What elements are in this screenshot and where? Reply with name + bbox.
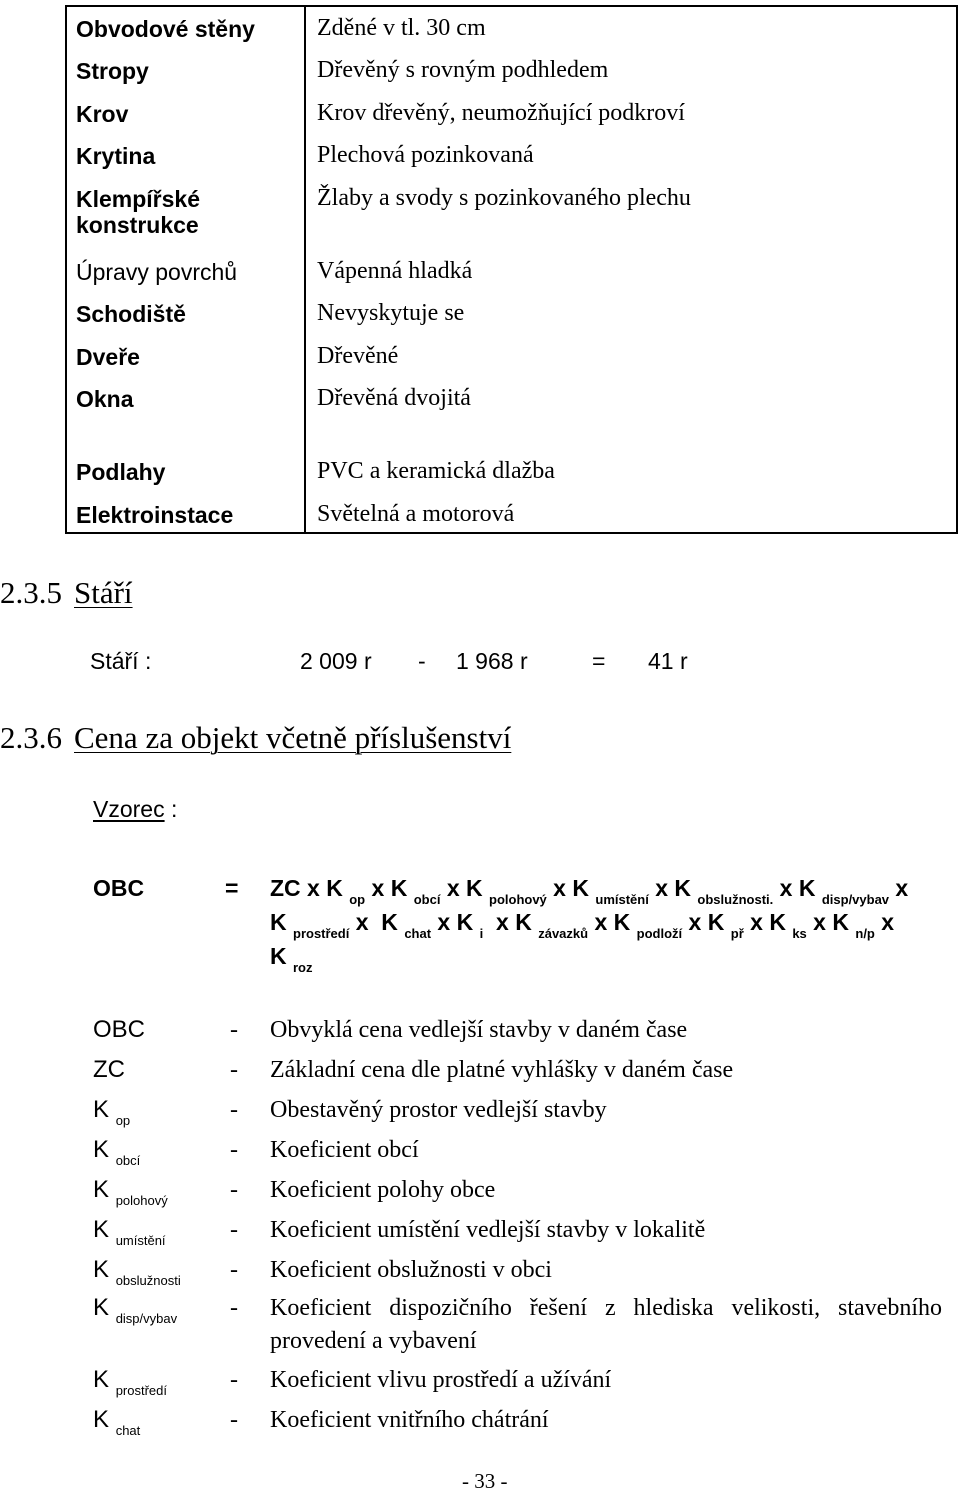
legend-symbol: K $_{obcí}$ [93, 1136, 141, 1168]
legend-dash: - [230, 1057, 238, 1083]
row-value-okna: Dřevěná dvojitá [317, 385, 471, 411]
legend-dash: - [230, 1257, 238, 1283]
legend-description: Koeficient obcí [270, 1137, 419, 1163]
formula-subscript: podloží [636, 926, 683, 941]
row-value-krytina: Plechová pozinkovaná [317, 142, 534, 168]
row-value-elektroinstace: Světelná a motorová [317, 501, 515, 527]
legend-symbol: K $_{chat}$ [93, 1406, 141, 1438]
legend-symbol: ZC [93, 1056, 125, 1083]
legend-symbol: OBC [93, 1016, 146, 1043]
row-value-krov: Krov dřevěný, neumožňující podkroví [317, 100, 685, 126]
legend-dash: - [230, 1097, 238, 1123]
column-divider [304, 7, 306, 532]
legend-dash: - [230, 1367, 238, 1393]
formula-subscript: umístění [595, 892, 649, 907]
legend-description: Koeficient umístění vedlejší stavby v lokalitě [270, 1217, 706, 1243]
formula-subscript: obslužnosti. [697, 892, 774, 907]
formula-subscript: př [730, 926, 744, 941]
legend-symbol: K $_{disp/vybav}$ [93, 1294, 178, 1326]
formula-label-text: Vzorec [93, 796, 165, 822]
age-year-built: 1 968 r [456, 648, 528, 674]
formula-text: x K [349, 909, 405, 935]
formula-subscript: polohový [489, 892, 547, 907]
formula-subscript: chat [404, 926, 432, 941]
construction-table [65, 5, 958, 534]
legend-dash: - [230, 1295, 238, 1321]
formula-text: x [874, 909, 895, 935]
formula-subscript: závazků [538, 926, 589, 941]
formula-text: x K [365, 875, 414, 901]
row-label-obvodove-steny: Obvodové stěny [76, 16, 255, 42]
formula-text: K [270, 909, 293, 935]
row-value-obvodove-steny: Zděné v tl. 30 cm [317, 15, 486, 41]
formula-text: x K [648, 875, 698, 901]
formula-subscript: roz [293, 960, 313, 975]
formula-text: K [270, 943, 293, 969]
legend-symbol: K $_{polohový}$ [93, 1176, 168, 1208]
legend-dash: - [230, 1217, 238, 1243]
formula-text: ZC x K [270, 875, 350, 901]
formula-text: x [889, 875, 909, 901]
row-value-klempirske-konstrukce: Žlaby a svody s pozinkovaného plechu [317, 185, 691, 211]
row-label-okna: Okna [76, 386, 134, 412]
legend-symbol: K $_{obslužnosti}$ [93, 1256, 181, 1288]
row-value-podlahy: PVC a keramická dlažba [317, 458, 555, 484]
formula-text: x K [743, 909, 793, 935]
formula-text: x K [440, 875, 490, 901]
age-equals: = [592, 648, 606, 674]
legend-description: Koeficient obslužnosti v obci [270, 1257, 552, 1283]
formula-subscript: i [479, 926, 484, 941]
formula-label [93, 796, 177, 822]
legend-description: Koeficient dispozičního řešení z hlediska velikosti, stavebního provedení a vybavení [270, 1295, 942, 1354]
row-label-klempirske-konstrukce: Klempířské konstrukce [76, 186, 201, 238]
legend-dash: - [230, 1017, 238, 1043]
section-number: 2.3.6 [0, 720, 62, 755]
row-label-dvere: Dveře [76, 344, 140, 370]
age-result: 41 r [648, 648, 688, 674]
formula-text: x K [588, 909, 637, 935]
formula-label-colon: : [164, 796, 178, 822]
row-label-krytina: Krytina [76, 143, 156, 169]
row-value-schodiste: Nevyskytuje se [317, 300, 465, 326]
section-title: Cena za objekt včetně příslušenství [74, 720, 512, 755]
section-heading-price [0, 721, 511, 755]
legend-symbol: K $_{umístění}$ [93, 1216, 166, 1248]
legend-symbol: K $_{prostředí}$ [93, 1366, 167, 1398]
formula-subscript: prostředí [293, 926, 350, 941]
formula-line-1 [270, 875, 909, 907]
formula-line-3 [270, 943, 313, 975]
row-label-podlahy: Podlahy [76, 459, 166, 485]
row-value-upravy-povrchu: Vápenná hladká [317, 258, 473, 284]
section-number: 2.3.5 [0, 575, 62, 610]
row-value-dvere: Dřevěné [317, 343, 399, 369]
legend-dash: - [230, 1407, 238, 1433]
row-label-krov: Krov [76, 101, 129, 127]
legend-description: Základní cena dle platné vyhlášky v daném čase [270, 1057, 734, 1083]
legend-description: Obestavěný prostor vedlejší stavby [270, 1097, 607, 1123]
row-value-stropy: Dřevěný s rovným podhledem [317, 57, 609, 83]
formula-text: x K [806, 909, 856, 935]
age-minus: - [418, 648, 426, 674]
legend-description: Koeficient polohy obce [270, 1177, 496, 1203]
formula-subscript: obcí [413, 892, 441, 907]
legend-description: Koeficient vnitřního chátrání [270, 1407, 549, 1433]
legend-description: Koeficient vlivu prostředí a užívání [270, 1367, 612, 1393]
formula-subscript: disp/vybav [821, 892, 890, 907]
row-label-upravy-povrchu: Úpravy povrchů [76, 259, 238, 285]
formula-equals: = [225, 875, 239, 901]
section-heading-age [0, 576, 133, 610]
formula-subscript: n/p [855, 926, 875, 941]
legend-dash: - [230, 1177, 238, 1203]
page-number: - 33 - [462, 1469, 508, 1493]
formula-text: x K [682, 909, 731, 935]
formula-text: x K [431, 909, 480, 935]
age-label: Stáří : [90, 648, 152, 674]
legend-description: Obvyklá cena vedlejší stavby v daném čase [270, 1017, 688, 1043]
formula-subscript: op [349, 892, 366, 907]
row-label-elektroinstace: Elektroinstace [76, 502, 234, 528]
formula-subscript: ks [792, 926, 807, 941]
section-title: Stáří [74, 575, 133, 610]
formula-text: x K [773, 875, 822, 901]
legend-dash: - [230, 1137, 238, 1163]
row-label-stropy: Stropy [76, 58, 149, 84]
row-label-schodiste: Schodiště [76, 301, 186, 327]
formula-text: x K [483, 909, 539, 935]
legend-symbol: K $_{op}$ [93, 1096, 131, 1128]
age-year-now: 2 009 r [300, 648, 372, 674]
formula-text: x K [546, 875, 596, 901]
formula-lhs: OBC [93, 875, 145, 901]
formula-line-2 [270, 909, 895, 941]
